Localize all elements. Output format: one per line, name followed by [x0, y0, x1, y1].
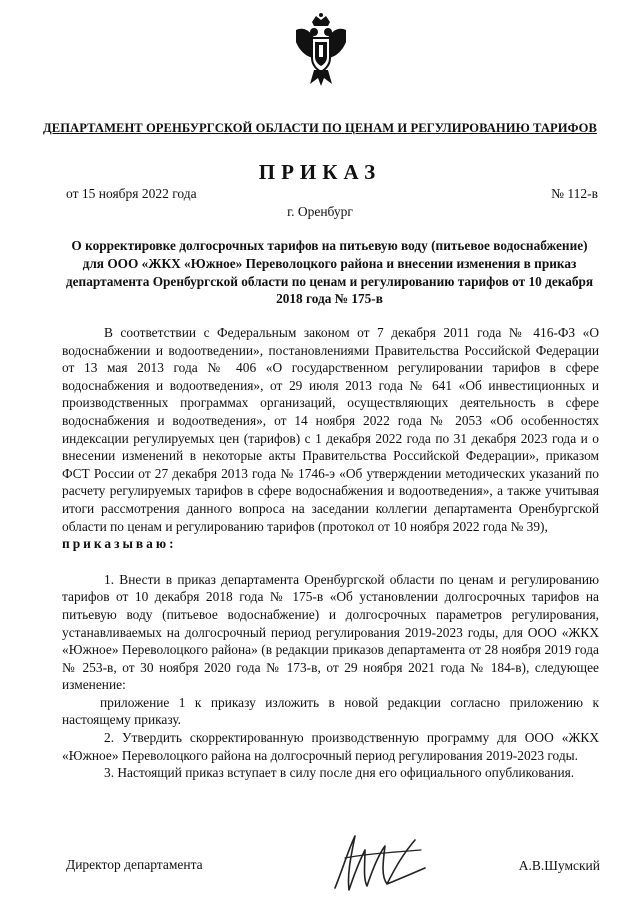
item-1-paragraph: 1. Внести в приказ департамента Оренбургской области по ценам и регулированию тарифов от 10 декабря 2018 года № 175-в «Об установлении долгосрочных тарифов на питьевую воду (питьевое водоснабжение) и долгосрочных параметров регулирования, устанавливаемых на долгосрочный период регулирования 2019-2023 годы, для ООО «ЖКХ «Южное» Переволоцкого района» (в редакции приказов департамента от 28 ноября 2019 года № 253-в, от 30 ноября 2020 года № 173-в, от 29 ноября 2021 года № 184-в), следующее изменение:	[62, 571, 599, 693]
item-3-paragraph: 3. Настоящий приказ вступает в силу после дня его официального опубликования.	[104, 765, 575, 781]
order-date: от 15 ноября 2022 года	[66, 186, 197, 201]
signatory-name: А.В.Шумский	[518, 858, 600, 873]
handwritten-signature	[325, 828, 435, 900]
department-name: ДЕПАРТАМЕНТ ОРЕНБУРГСКОЙ ОБЛАСТИ ПО ЦЕНАМ И РЕГУЛИРОВАНИЮ ТАРИФОВ	[43, 121, 597, 135]
order-subject: О корректировке долгосрочных тарифов на питьевую воду (питьевое водоснабжение) для ООО «ЖКХ «Южное» Переволоцкого района и внесении изменения в приказ департамента Оренбургской области по ценам и регулированию тарифов от 10 декабря 2018 года № 175-в	[65, 238, 594, 307]
order-body	[62, 324, 599, 782]
document-type: ПРИКАЗ	[258, 160, 382, 184]
order-number: № 112-в	[551, 186, 598, 201]
signatory-position: Директор департамента	[66, 857, 203, 872]
order-word: приказываю:	[62, 536, 177, 552]
item-1-appendix-paragraph: приложение 1 к приказу изложить в новой редакции согласно приложению к настоящему приказу.	[62, 694, 599, 728]
item-2-paragraph: 2. Утвердить скорректированную производственную программу для ООО «ЖКХ «Южное» Переволоцкого района на долгосрочный период регулирования 2019-2023 годы.	[62, 730, 599, 763]
coat-of-arms-emblem	[290, 12, 352, 90]
preamble-paragraph: В соответствии с Федеральным законом от 7 декабря 2011 года № 416-ФЗ «О водоснабжении и водоотведении», постановлениями Правительства Российской Федерации от 13 мая 2013 года № 406 «О государственном регулировании тарифов в сфере водоснабжения и водоотведения», от 29 июля 2013 года № 641 «Об инвестиционных и производственных программах организаций, осуществляющих деятельность в сфере водоснабжения и водоотведения», от 14 ноября 2022 года № 2053 «Об особенностях индексации регулируемых цен (тарифов) с 1 декабря 2022 года по 31 декабря 2023 года и о внесении изменений в некоторые акты Правительства Российской Федерации», приказом ФСТ России от 27 декабря 2013 года № 1746-э «Об утверждении методических указаний по расчету регулируемых тарифов в сфере водоснабжения и водоотведения», а также учитывая итоги рассмотрения данного вопроса на заседании коллегии департамента Оренбургской области по ценам и регулированию тарифов (протокол от 10 ноября 2022 года № 39),	[62, 325, 599, 534]
order-city: г. Оренбург	[287, 204, 353, 219]
